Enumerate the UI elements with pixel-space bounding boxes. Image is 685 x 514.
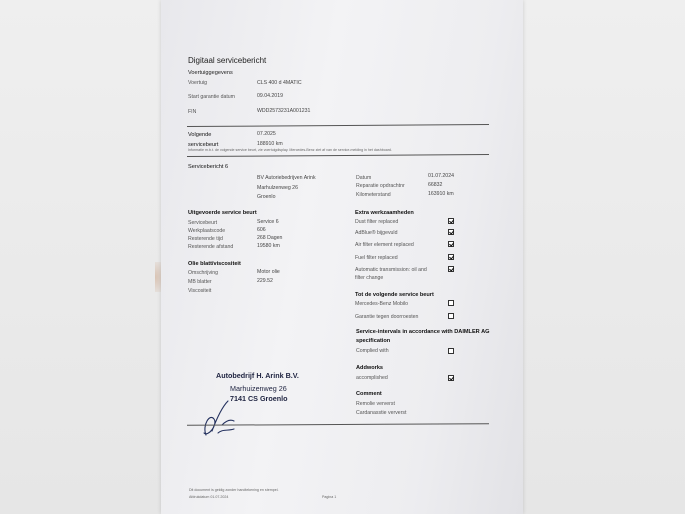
spec-title-line2: specification — [356, 338, 391, 344]
oil-label: Omschrijving — [188, 270, 218, 276]
oil-value: 229.52 — [257, 278, 273, 284]
oil-value: Motor olie — [257, 269, 280, 275]
dealer-stamp-line3: 7141 CS Groenlo — [230, 394, 288, 403]
performed-label: Werkplaatscode — [188, 228, 226, 234]
next-service-km: 188910 km — [257, 141, 283, 147]
extra-work-title: Extra werkzaamheden — [355, 210, 414, 216]
mileage-value: 163910 km — [428, 191, 454, 197]
vehicle-value: CLS 400 d 4MATIC — [257, 80, 302, 86]
performed-value: 268 Dagen — [257, 235, 283, 241]
extra-item-checkbox — [448, 241, 454, 247]
extra-item-checkbox — [448, 229, 454, 235]
page-title: Digitaal servicebericht — [188, 56, 267, 65]
footer-page-number: Pagina 1 — [322, 495, 337, 499]
next-service-note: Informatie m.b.t. de volgende service beurt, zie voertuigdisplay. Mercedes-Benz ziet af van de service-melding in het dashboard. — [188, 148, 392, 152]
repair-order-label: Reparatie opdrachtnr — [356, 183, 405, 189]
footer-print-date: Afdrukdatum 01.07.2024 — [189, 495, 229, 499]
mileage-label: Kilometerstand — [356, 192, 391, 198]
addworks-title: Addworks — [356, 365, 384, 371]
date-value: 01.07.2024 — [428, 173, 454, 179]
next-service-label-1: Volgende — [188, 132, 212, 138]
until-item-label: Mercedes-Benz Mobilo — [355, 301, 409, 307]
fin-value: WDD2573231A001231 — [257, 108, 311, 114]
signature — [200, 395, 250, 440]
dealer-stamp-line1: Autobedrijf H. Arink B.V. — [216, 371, 299, 380]
extra-item-checkbox — [448, 254, 454, 260]
fin-label: FIN — [188, 109, 197, 115]
dealer-name: BV Autoriebedrijven Arink — [257, 175, 316, 181]
extra-item-checkbox — [448, 266, 454, 272]
dealer-stamp-line2: Marhuizenweg 26 — [230, 384, 287, 393]
oil-label: MB blatter — [188, 279, 212, 285]
spec-checkbox — [448, 348, 454, 354]
extra-item-label: AdBlue® bijgevuld — [355, 230, 398, 236]
comment-title: Comment — [356, 391, 382, 397]
until-next-service-title: Tot de volgende service beurt — [355, 292, 434, 298]
report-title: Servicebericht 6 — [188, 164, 229, 170]
performed-value: Service 6 — [257, 219, 279, 225]
performed-label: Resterende afstand — [188, 244, 234, 250]
performed-value: 19580 km — [257, 243, 280, 249]
performed-label: Resterende tijd — [188, 236, 223, 242]
extra-item-label: Air filter element replaced — [355, 242, 414, 248]
dealer-street: Marhulzenweg 26 — [257, 185, 298, 191]
performed-label: Servicebeurt — [188, 220, 218, 226]
addworks-label: accomplished — [356, 375, 388, 381]
spec-title-line1: Service-intervals in accordance with DAIMLER AG — [356, 329, 490, 335]
spec-label: Complied with — [356, 348, 389, 354]
warranty-start-label: Start garantie datum — [188, 94, 236, 100]
dealer-city: Groenlo — [257, 194, 276, 200]
vehicle-section-title: Voertuiggegevens — [188, 70, 233, 76]
extra-item-label: Automatic transmission: oil and — [355, 267, 427, 273]
oil-section-title: Olie blatt/viscositeit — [188, 261, 241, 267]
performed-value: 606 — [257, 227, 266, 233]
addworks-checkbox — [448, 375, 454, 381]
until-item-label: Garantie tegen doorroesten — [355, 314, 419, 320]
extra-item-label-line2: filter change — [355, 275, 384, 281]
date-label: Datum — [356, 175, 372, 181]
extra-item-checkbox — [448, 218, 454, 224]
performed-service-title: Uitgevoerde service beurt — [188, 210, 257, 216]
vehicle-label: Voertuig — [188, 80, 208, 86]
oil-label: Viscositeit — [188, 288, 212, 294]
warranty-start-value: 09.04.2019 — [257, 93, 283, 99]
footer-note: Dit document is geldig zonder handtekening en stempel. — [189, 488, 279, 492]
comment-line: Cardanasstie ververst — [356, 410, 407, 416]
extra-item-label: Dust filter replaced — [355, 219, 399, 225]
extra-item-label: Fuel filter replaced — [355, 255, 398, 261]
comment-line: Remolie ververst — [356, 401, 395, 407]
repair-order-value: 66832 — [428, 182, 443, 188]
until-item-checkbox — [448, 313, 454, 319]
next-service-date: 07.2025 — [257, 131, 276, 137]
next-service-label-2: servicebeurt — [188, 142, 219, 148]
until-item-checkbox — [448, 300, 454, 306]
